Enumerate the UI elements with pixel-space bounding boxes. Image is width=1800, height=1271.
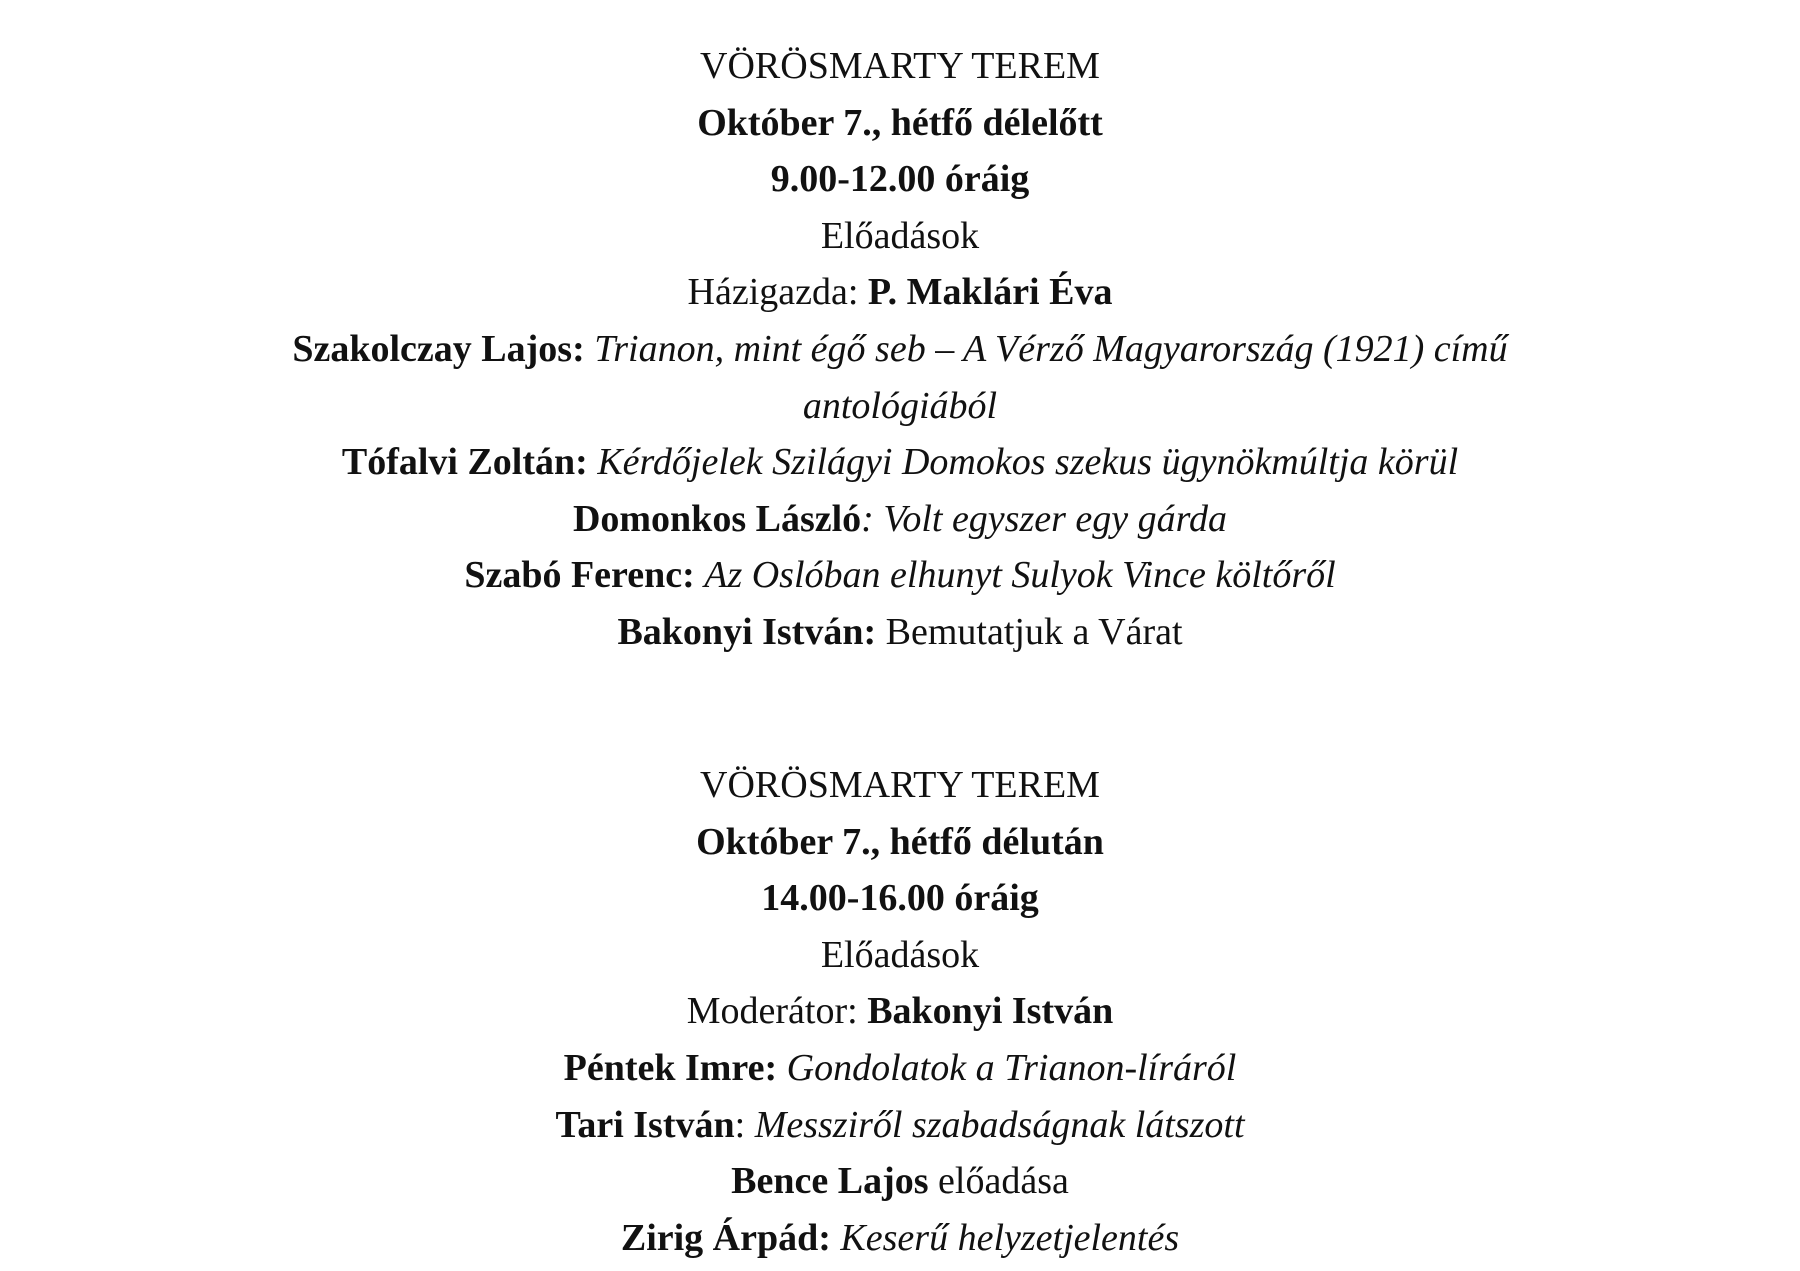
talk-item xyxy=(0,434,1800,491)
talk-speaker: Szakolczay Lajos: xyxy=(292,327,585,370)
talk-title: Az Oslóban elhunyt Sulyok Vince költőről xyxy=(704,554,1336,597)
host-name: P. Maklári Éva xyxy=(867,271,1113,314)
talk-item xyxy=(0,1040,1800,1097)
talk-speaker: Tari István xyxy=(555,1103,735,1146)
talk-separator xyxy=(831,1217,841,1259)
talk-separator: : xyxy=(861,497,884,540)
host-label: Házigazda: xyxy=(687,271,868,314)
talk-speaker: Péntek Imre: xyxy=(563,1046,778,1089)
host-line xyxy=(0,264,1800,321)
talk-item xyxy=(200,321,1600,434)
talk-separator: : xyxy=(734,1103,755,1146)
talk-item xyxy=(0,1097,1800,1154)
talk-speaker: Domonkos László xyxy=(572,497,862,540)
session-morning xyxy=(0,38,1800,661)
talk-title: Bemutatjuk a Várat xyxy=(885,610,1183,653)
talk-separator xyxy=(876,611,886,653)
talk-separator xyxy=(588,441,598,483)
talk-separator xyxy=(777,1047,787,1089)
session-date: Október 7., hétfő délután xyxy=(696,820,1104,863)
session-type: Előadások xyxy=(820,214,980,257)
session-time: 9.00-12.00 óráig xyxy=(770,158,1030,201)
moderator-line xyxy=(0,983,1800,1040)
talk-item xyxy=(0,491,1800,548)
talk-title: Gondolatok a Trianon-líráról xyxy=(786,1046,1237,1089)
talk-title: Keserű helyzetjelentés xyxy=(840,1216,1180,1259)
moderator-label: Moderátor: xyxy=(686,990,868,1033)
talk-separator xyxy=(695,554,705,596)
talk-title: Trianon, mint égő seb – A Vérző Magyarország (1921) című antológiából xyxy=(594,327,1508,427)
talk-separator xyxy=(585,328,595,370)
talk-item xyxy=(0,547,1800,604)
moderator-name: Bakonyi István xyxy=(867,990,1114,1033)
talk-speaker: Tófalvi Zoltán: xyxy=(341,441,588,484)
talk-separator xyxy=(929,1160,939,1202)
talk-speaker: Bakonyi István: xyxy=(617,610,877,653)
talk-item xyxy=(0,1153,1800,1210)
session-afternoon xyxy=(0,757,1800,1266)
talk-title: Kérdőjelek Szilágyi Domokos szekus ügynökmúltja körül xyxy=(597,441,1459,484)
talk-speaker: Szabó Ferenc: xyxy=(464,554,695,597)
room-name: VÖRÖSMARTY TEREM xyxy=(700,764,1100,806)
session-time: 14.00-16.00 óráig xyxy=(761,877,1039,920)
talk-item xyxy=(0,1210,1800,1267)
talk-title: Volt egyszer egy gárda xyxy=(883,497,1228,540)
talk-title: Messziről szabadságnak látszott xyxy=(754,1103,1245,1146)
session-date: Október 7., hétfő délelőtt xyxy=(697,101,1103,144)
talk-title: előadása xyxy=(938,1160,1069,1203)
room-name: VÖRÖSMARTY TEREM xyxy=(700,45,1100,87)
talk-item xyxy=(0,604,1800,661)
talk-speaker: Bence Lajos xyxy=(731,1160,929,1203)
session-type: Előadások xyxy=(820,933,980,976)
talk-speaker: Zirig Árpád: xyxy=(620,1216,831,1259)
